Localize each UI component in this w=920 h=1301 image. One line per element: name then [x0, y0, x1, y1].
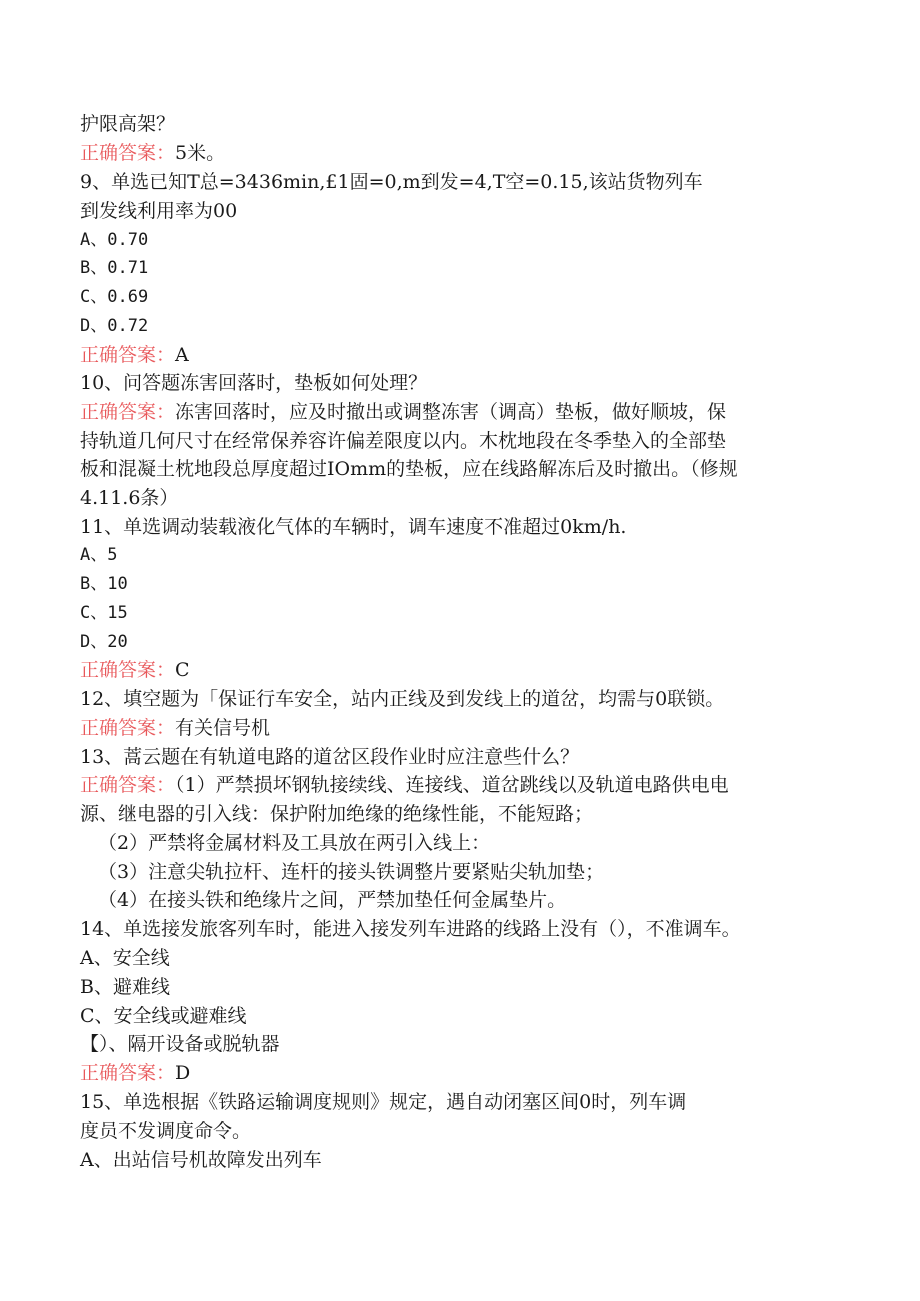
text-line: 13、蒿云题在有轨道电路的道岔区段作业时应注意些什么？ — [80, 746, 580, 768]
answer-label: 正确答案： — [80, 774, 176, 796]
answer-label: 正确答案： — [80, 344, 176, 366]
option-line: A、0.70 — [80, 230, 149, 250]
text-line: 【）、隔开设备或脱轨器 — [80, 1033, 280, 1055]
text-line: C、安全线或避难线 — [80, 1005, 247, 1027]
text-line: 11、单选调动装载液化气体的车辆时，调车速度不准超过0km/h. — [80, 516, 627, 538]
answer-text: （1）严禁损坏钢轨接续线、连接线、道岔跳线以及轨道电路供电电 — [175, 774, 729, 796]
text-line: 持轨道几何尺寸在经常保养容许偏差限度以内。木枕地段在冬季垫入的全部垫 — [80, 430, 727, 452]
option-line: C、15 — [80, 603, 128, 623]
answer-line — [80, 656, 190, 684]
text-line: 度员不发调度命令。 — [80, 1120, 252, 1142]
text-line: 板和混凝土枕地段总厚度超过IOmm的垫板，应在线路解冻后及时撤出。（修规 — [80, 458, 738, 480]
text-line: 护限高架？ — [80, 113, 176, 135]
text-line: 源、继电器的引入线：保护附加绝缘的绝缘性能，不能短路； — [80, 803, 594, 825]
text-line: 15、单选根据《铁路运输调度规则》规定，遇自动闭塞区间0时，列车调 — [80, 1091, 687, 1113]
text-line: A、安全线 — [80, 947, 170, 969]
answer-line — [80, 714, 270, 742]
text-line: 12、填空题为「保证行车安全，站内正线及到发线上的道岔，均需与0联锁。 — [80, 688, 725, 710]
text-line: 10、问答题冻害回落时，垫板如何处理？ — [80, 372, 428, 394]
answer-text: 有关信号机 — [175, 717, 271, 739]
answer-text: D — [175, 1062, 191, 1084]
option-line: D、20 — [80, 632, 128, 652]
answer-text: A — [175, 344, 189, 366]
answer-line — [80, 341, 189, 369]
text-line: B、避难线 — [80, 976, 170, 998]
text-line: 9、单选已知T总=3436min,£1固=0,m到发=4,T空=0.15,该站货物列车 — [80, 171, 703, 193]
answer-label: 正确答案： — [80, 1062, 176, 1084]
answer-line — [80, 1059, 190, 1087]
text-line: 到发线利用率为00 — [80, 200, 238, 222]
answer-line — [80, 139, 225, 167]
answer-continuation: （4）在接头铁和绝缘片之间，严禁加垫任何金属垫片。 — [98, 889, 567, 911]
answer-label: 正确答案： — [80, 717, 176, 739]
answer-label: 正确答案： — [80, 142, 176, 164]
answer-text: 冻害回落时，应及时撤出或调整冻害（调高）垫板，做好顺坡，保 — [175, 401, 727, 423]
option-line: C、0.69 — [80, 287, 149, 307]
option-line: B、0.71 — [80, 258, 149, 278]
answer-label: 正确答案： — [80, 659, 176, 681]
answer-text: 5米。 — [175, 142, 226, 164]
answer-line — [80, 398, 726, 426]
answer-continuation: （3）注意尖轨拉杆、连杆的接头铁调整片要紧贴尖轨加垫； — [98, 861, 605, 883]
text-line: 14、单选接发旅客列车时，能进入接发列车进路的线路上没有（），不准调车。 — [80, 918, 741, 940]
option-line: D、0.72 — [80, 316, 149, 336]
answer-label: 正确答案： — [80, 401, 176, 423]
answer-line — [80, 771, 729, 799]
option-line: B、10 — [80, 574, 128, 594]
text-line: 4.11.6条） — [80, 487, 179, 509]
text-line: A、出站信号机故障发出列车 — [80, 1149, 322, 1171]
option-line: A、5 — [80, 545, 118, 565]
answer-text: C — [175, 659, 190, 681]
answer-continuation: （2）严禁将金属材料及工具放在两引入线上： — [98, 832, 491, 854]
